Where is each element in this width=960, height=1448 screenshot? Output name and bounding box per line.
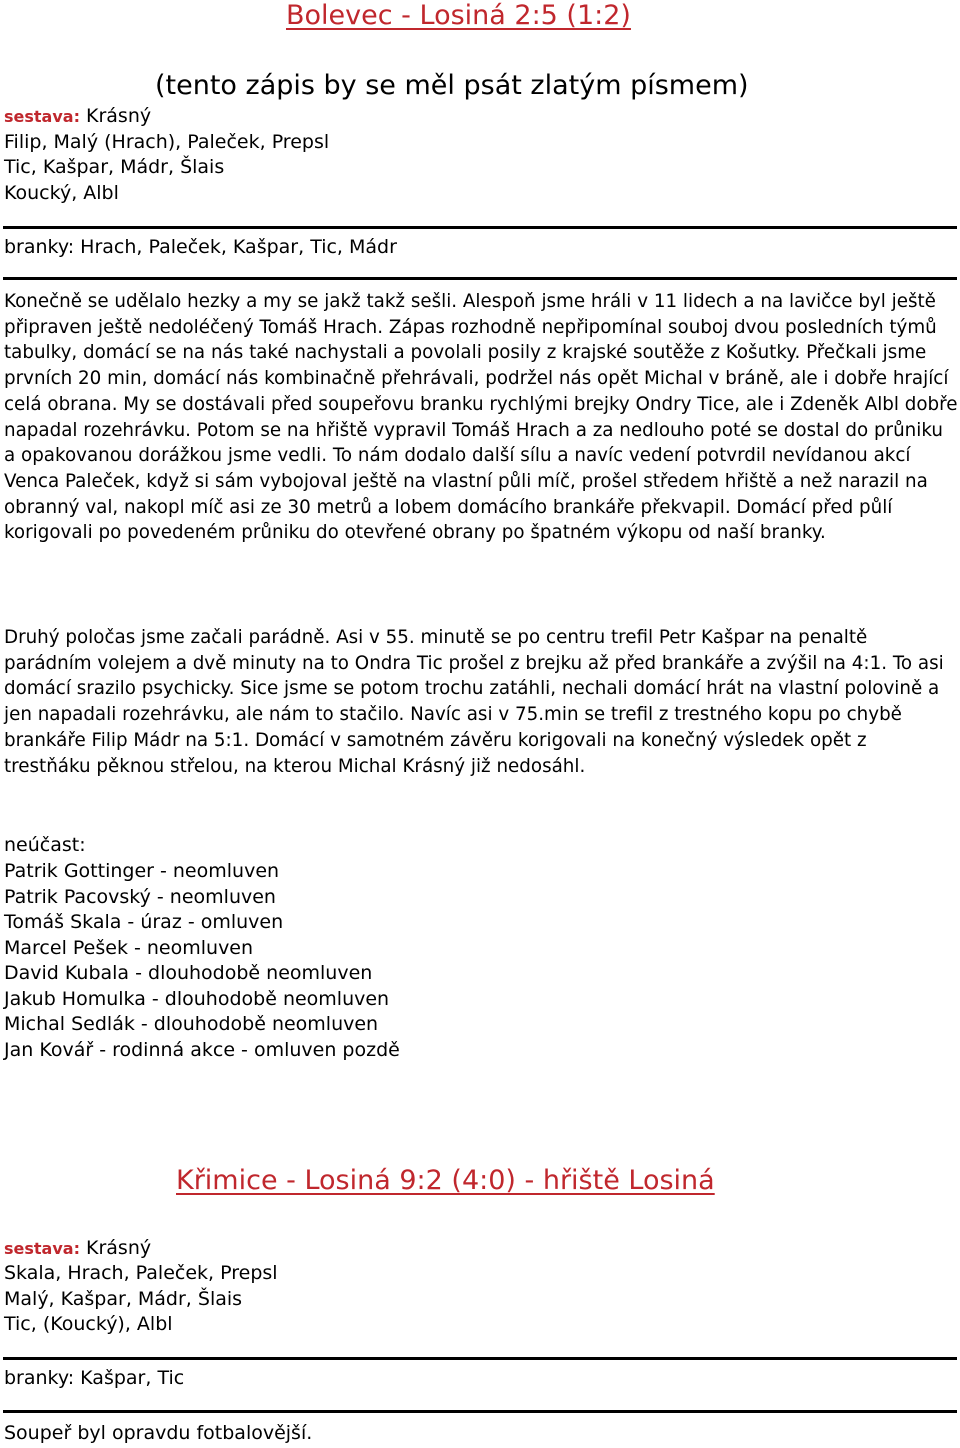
match1-title: Bolevec - Losiná 2:5 (1:2) bbox=[286, 0, 631, 31]
match1-report-second-half: Druhý poločas jsme začali parádně. Asi v 55. minutě se po centru trefil Petr Kašpar na penaltě parádním volejem a dvě minuty na to Ondra Tic prošel z brejku až před brankáře a zvýšil na 4:1. To asi domácí srazilo psychicky. Sice jsme se potom trochu zatáhli, nechali domácí hrát na vlastní polovině a jen napadali rozehrávku, ale nám to stačilo. Navíc asi v 75.min se trefil z trestného kopu po chybě brankáře Filip Mádr na 5:1. Domácí v samotném závěru korigovali na konečný výsledek opět z trestňáku pěknou střelou, na kterou Michal Krásný již nedosáhl. bbox=[4, 627, 944, 777]
absence-list bbox=[4, 859, 400, 1063]
section-divider bbox=[3, 277, 957, 280]
absence-item: Patrik Pacovský - neomluven bbox=[4, 885, 276, 908]
match1-lineup-row: Koucký, Albl bbox=[4, 182, 119, 204]
lineup-label: sestava: bbox=[4, 107, 80, 126]
match1-goals: branky: Hrach, Paleček, Kašpar, Tic, Mádr bbox=[4, 236, 397, 258]
match1-subtitle: (tento zápis by se měl psát zlatým písmem) bbox=[155, 70, 749, 101]
match2-lineup-row: Tic, (Koucký), Albl bbox=[4, 1313, 173, 1335]
absence-label: neúčast: bbox=[4, 834, 86, 856]
absence-item: Michal Sedlák - dlouhodobě neomluven bbox=[4, 1013, 379, 1035]
section-divider bbox=[3, 1410, 957, 1413]
match1-lineup-row: Tic, Kašpar, Mádr, Šlais bbox=[4, 156, 225, 178]
absence-item: Jakub Homulka - dlouhodobě neomluven bbox=[4, 987, 390, 1010]
match2-lineup-row: Malý, Kašpar, Mádr, Šlais bbox=[4, 1288, 243, 1310]
match2-title: Křimice - Losiná 9:2 (4:0) - hřiště Losiná bbox=[176, 1165, 715, 1196]
absence-item: David Kubala - dlouhodobě neomluven bbox=[4, 962, 373, 984]
goalkeeper-name: Krásný bbox=[86, 105, 152, 127]
match2-report: Soupeř byl opravdu fotbalovější. bbox=[4, 1422, 313, 1444]
section-divider bbox=[3, 226, 957, 229]
absence-item: Jan Kovář - rodinná akce - omluven pozdě bbox=[4, 1038, 400, 1061]
match2-lineup-goalkeeper-row bbox=[4, 1236, 151, 1262]
absence-item: Patrik Gottinger - neomluven bbox=[4, 860, 280, 882]
match2-goals: branky: Kašpar, Tic bbox=[4, 1367, 185, 1389]
match1-report-first-half: Konečně se udělalo hezky a my se jakž takž sešli. Alespoň jsme hráli v 11 lidech a na lavičce byl ještě připraven ještě nedoléčený Tomáš Hrach. Zápas rozhodně nepřipomínal souboj dvou posledních týmů tabulky, domácí se na nás také nachystali a povolali posily z krajské soutěže z Košutky. Přečkali jsme prvních 20 min, domácí nás kombinačně přehrávali, podržel nás opět Michal v bráně, ale i dobře hrající celá obrana. My se dostávali před soupeřovu branku rychlými brejky Ondry Tice, ale i Zdeněk Albl dobře napadal rozehrávku. Potom se na hřiště vypravil Tomáš Hrach a za nedlouho poté se dostal do průniku a opakovanou dorážkou jsme vedli. To nám dodalo další sílu a navíc vedení potvrdil nevídanou akcí Venca Paleček, když si sám vybojoval ještě na vlastní půli míč, prošel středem hřiště a než narazil na obranný val, nakopl míč asi ze 30 metrů a lobem domácího brankáře překvapil. Domácí před půlí korigovali po povedeném průniku do otevřené obrany po špatném výkopu od naší branky. bbox=[4, 291, 958, 544]
match1-lineup-row: Filip, Malý (Hrach), Paleček, Prepsl bbox=[4, 131, 330, 153]
match2-lineup-row: Skala, Hrach, Paleček, Prepsl bbox=[4, 1262, 278, 1284]
section-divider bbox=[3, 1357, 957, 1360]
match1-lineup-goalkeeper-row bbox=[4, 104, 151, 130]
absence-item: Tomáš Skala - úraz - omluven bbox=[4, 911, 284, 933]
absence-item: Marcel Pešek - neomluven bbox=[4, 936, 254, 959]
goalkeeper-name: Krásný bbox=[86, 1237, 152, 1259]
lineup-label: sestava: bbox=[4, 1239, 80, 1258]
